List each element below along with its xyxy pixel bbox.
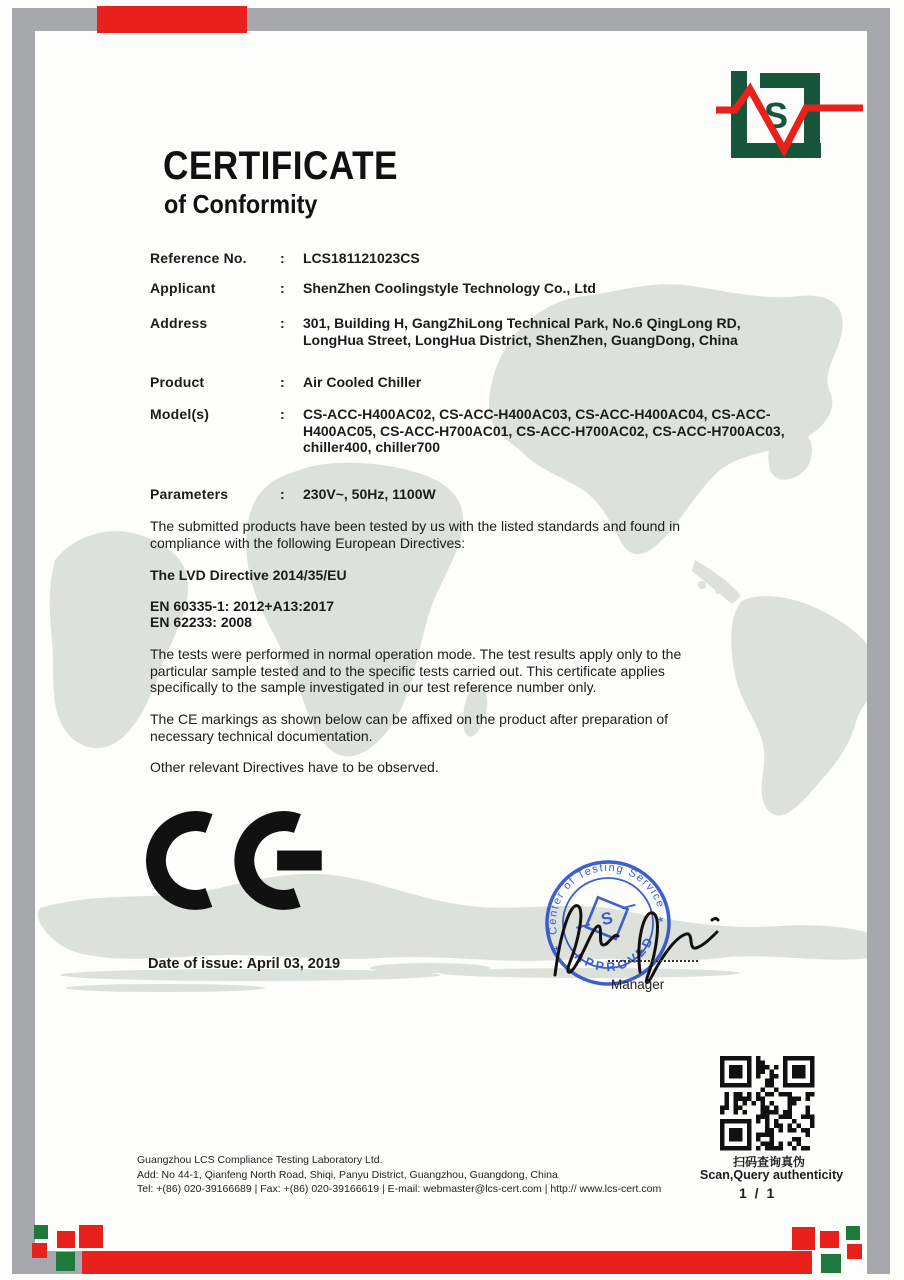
corner-decor-square xyxy=(34,1225,48,1239)
frame-left xyxy=(12,8,35,1274)
ce-mark-icon xyxy=(146,810,336,911)
qr-caption-en: Scan,Query authenticity xyxy=(700,1168,844,1182)
stamp-star: * xyxy=(656,913,667,932)
field-value: LCS181121023CS xyxy=(303,250,420,266)
frame-right xyxy=(867,8,890,1274)
logo-letter: S xyxy=(763,95,789,136)
corner-decor-square xyxy=(79,1225,103,1248)
standard-line: EN 62233: 2008 xyxy=(150,614,252,630)
corner-decor-square xyxy=(56,1252,75,1271)
page-number: 1 / 1 xyxy=(739,1185,777,1201)
field-label: Model(s) xyxy=(150,406,210,422)
field-value: Air Cooled Chiller xyxy=(303,374,422,390)
frame-top-red-accent xyxy=(97,6,247,33)
paragraph-directive: The LVD Directive 2014/35/EU xyxy=(150,567,347,583)
field-label: Reference No. xyxy=(150,250,247,266)
footer-address: Add: No 44-1, Qianfeng North Road, Shiqi, Panyu District, Guangzhou, Guangdong, China xyxy=(137,1168,558,1181)
field-colon: : xyxy=(280,280,285,296)
footer-company: Guangzhou LCS Compliance Testing Laboratory Ltd. xyxy=(137,1154,383,1166)
field-label: Address xyxy=(150,315,208,331)
field-label: Parameters xyxy=(150,486,229,502)
certificate-title: CERTIFICATE xyxy=(163,144,398,188)
stamp-star: * xyxy=(552,942,563,961)
stamp-ring-text: Center of Testing Service xyxy=(546,861,667,936)
paragraph-other: Other relevant Directives have to be observed. xyxy=(150,759,439,775)
field-colon: : xyxy=(280,315,285,331)
certificate-subtitle: of Conformity xyxy=(164,189,318,219)
stamp-center-letter: S xyxy=(599,908,615,930)
corner-decor-square xyxy=(846,1226,860,1240)
field-label: Product xyxy=(150,374,205,390)
corner-decor-square xyxy=(57,1231,75,1248)
paragraph-intro: The submitted products have been tested by us with the listed standards and found in compliance with the following European Directives: xyxy=(150,518,680,551)
corner-decor-square xyxy=(820,1231,839,1248)
footer-contacts: Tel: +(86) 020-39166689 | Fax: +(86) 020-39166619 | E-mail: webmaster@lcs-cert.com | http:// www.lcs-cert.com xyxy=(137,1183,662,1195)
corner-decor-square xyxy=(32,1243,47,1258)
field-colon: : xyxy=(280,486,285,502)
paragraph-tests: The tests were performed in normal operation mode. The test results apply only to the particular sample tested and to the specific tests carried out. This certificate applies specifically to the sample investigated in our test reference number only. xyxy=(150,646,682,695)
field-value: CS-ACC-H400AC02, CS-ACC-H400AC03, CS-ACC-H400AC04, CS-ACC-H400AC05, CS-ACC-H700AC01, CS-ACC-H700AC02, CS-ACC-H700AC03, chiller400, chiller700 xyxy=(303,406,785,455)
lcs-logo-icon xyxy=(710,64,870,170)
corner-decor-square xyxy=(821,1254,841,1273)
date-of-issue: Date of issue: April 03, 2019 xyxy=(148,956,341,972)
footer-block xyxy=(137,1153,661,1197)
stamp-approved-text: APPROVED xyxy=(572,932,657,975)
field-value: 301, Building H, GangZhiLong Technical Park, No.6 QingLong RD, LongHua Street, LongHua District, ShenZhen, GuangDong, China xyxy=(303,315,741,348)
signer-title: Manager xyxy=(611,977,665,992)
frame-bottom-red xyxy=(82,1251,812,1274)
corner-decor-square xyxy=(792,1227,815,1250)
field-value: 230V~, 50Hz, 1100W xyxy=(303,486,436,502)
field-colon: : xyxy=(280,406,285,422)
field-colon: : xyxy=(280,374,285,390)
paragraph-ce-note: The CE markings as shown below can be affixed on the product after preparation of necessary technical documentation. xyxy=(150,711,669,744)
standard-line: EN 60335-1: 2012+A13:2017 xyxy=(150,598,335,614)
qr-code xyxy=(720,1056,815,1151)
field-colon: : xyxy=(280,250,285,266)
corner-decor-square xyxy=(847,1244,862,1259)
field-label: Applicant xyxy=(150,280,216,296)
field-value: ShenZhen Coolingstyle Technology Co., Ltd xyxy=(303,280,596,296)
qr-caption-zh: 扫码查询真伪 xyxy=(733,1155,806,1169)
signature-line xyxy=(608,960,698,962)
